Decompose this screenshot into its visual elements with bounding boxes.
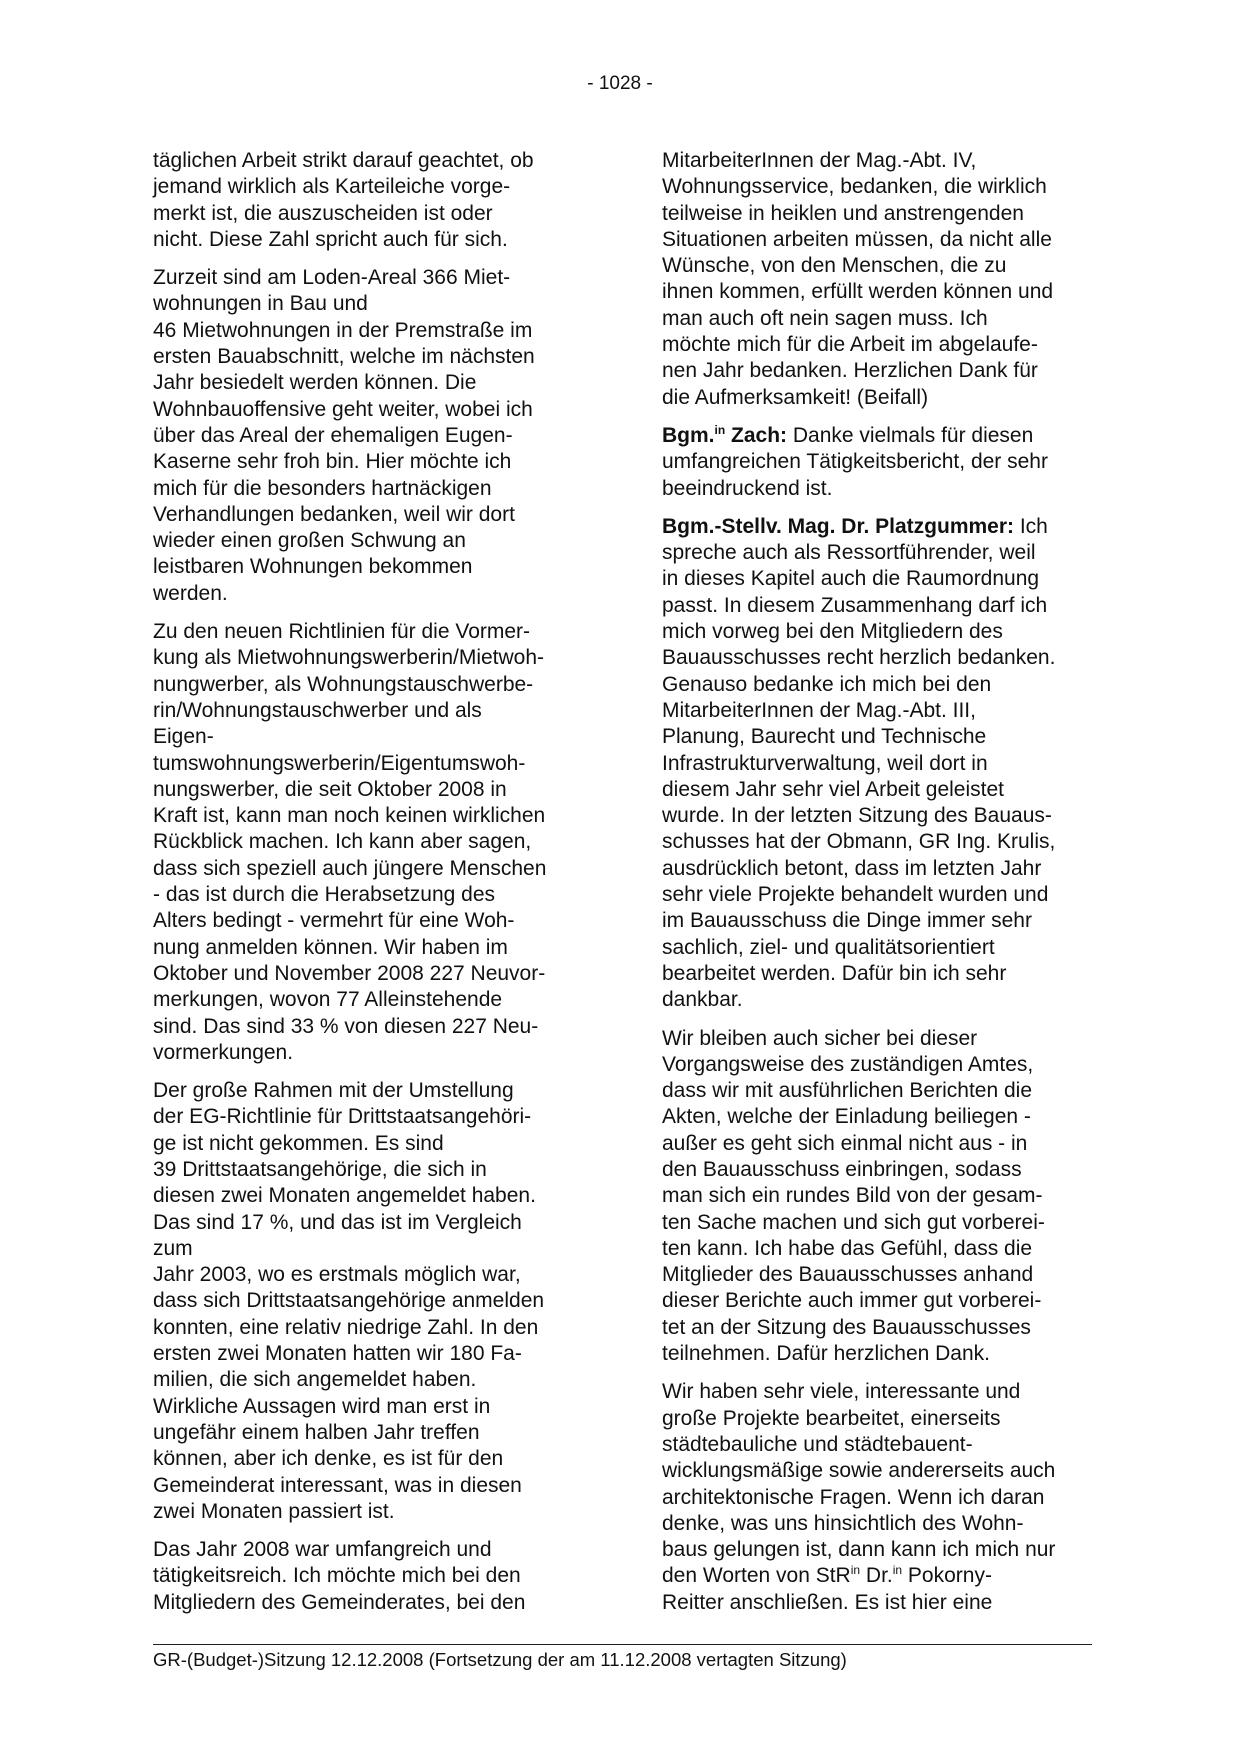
text-line: nicht. Diese Zahl spricht auch für sich. xyxy=(153,227,508,251)
text-line xyxy=(662,423,1102,449)
text-line: ersten Bauabschnitt, welche im nächsten xyxy=(153,345,535,369)
text-line: Das sind 17 %, und das ist im Vergleich xyxy=(153,1210,522,1234)
text-fragment: Dr. xyxy=(860,1564,893,1588)
speaker-name xyxy=(662,424,787,447)
text-line: Zurzeit sind am Loden-Areal 366 Miet- xyxy=(153,266,511,290)
text-line: Kaserne sehr froh bin. Hier möchte ich xyxy=(153,450,512,474)
text-line: milien, die sich angemeldet haben. xyxy=(153,1368,477,1392)
text-line: dieser Berichte auch immer gut vorberei- xyxy=(662,1289,1042,1313)
text-line: Bauausschusses recht herzlich bedanken. xyxy=(662,646,1056,670)
text-line: Wir haben sehr viele, interessante und xyxy=(662,1380,1021,1404)
speech-text: Ich xyxy=(1014,514,1048,538)
text-line: beeindruckend ist. xyxy=(662,476,833,500)
text-line: sachlich, ziel- und qualitätsorientiert xyxy=(662,935,995,959)
text-line: dankbar. xyxy=(662,988,743,1012)
paragraph xyxy=(153,619,593,1066)
text-line: über das Areal der ehemaligen Eugen- xyxy=(153,423,513,447)
text-line: leistbaren Wohnungen bekommen xyxy=(153,555,473,579)
text-line: ten kann. Ich habe das Gefühl, dass die xyxy=(662,1236,1033,1260)
text-line: MitarbeiterInnen der Mag.-Abt. IV, xyxy=(662,149,977,172)
text-line: Wirkliche Aussagen wird man erst in xyxy=(153,1394,491,1418)
text-line: teilweise in heiklen und anstrengenden xyxy=(662,201,1024,225)
text-line: wieder einen großen Schwung an xyxy=(153,529,466,553)
text-line: können, aber ich denke, es ist für den xyxy=(153,1447,504,1471)
text-line: rin/Wohnungstauschwerber und als xyxy=(153,698,482,722)
text-line: passt. In diesem Zusammenhang darf ich xyxy=(662,593,1048,617)
text-line: baus gelungen ist, dann kann ich mich nur xyxy=(662,1538,1056,1562)
text-line: tätigkeitsreich. Ich möchte mich bei den xyxy=(153,1564,521,1588)
text-line: Oktober und November 2008 227 Neuvor- xyxy=(153,961,546,985)
text-line: Wir bleiben auch sicher bei dieser xyxy=(662,1026,978,1050)
text-line: spreche auch als Ressortführender, weil xyxy=(662,541,1036,565)
text-line: Kraft ist, kann man noch keinen wirklichen xyxy=(153,804,546,828)
text-line: Verhandlungen bedanken, weil wir dort xyxy=(153,502,515,526)
text-line: merkt ist, die auszuscheiden ist oder xyxy=(153,201,493,225)
text-line: dass sich speziell auch jüngere Menschen xyxy=(153,856,547,880)
text-line: mich vorweg bei den Mitgliedern des xyxy=(662,620,1003,644)
text-line: wohnungen in Bau und xyxy=(153,292,368,316)
text-line: tumswohnungswerberin/Eigentumswoh- xyxy=(153,751,526,775)
text-line: Situationen arbeiten müssen, da nicht alle xyxy=(662,227,1052,251)
text-line: Reitter anschließen. Es ist hier eine xyxy=(662,1590,993,1614)
speaker-surname: Zach: xyxy=(725,423,788,447)
text-line: schusses hat der Obmann, GR Ing. Krulis, xyxy=(662,830,1056,854)
paragraph xyxy=(153,265,593,607)
text-line: Infrastrukturverwaltung, weil dort in xyxy=(662,751,988,775)
text-line: Wohnbauoffensive geht weiter, wobei ich xyxy=(153,397,533,421)
text-line: Gemeinderat interessant, was in diesen xyxy=(153,1473,522,1497)
footer-divider xyxy=(153,1644,1092,1645)
text-line: nung anmelden können. Wir haben im xyxy=(153,935,508,959)
text-line: Vorgangsweise des zuständigen Amtes, xyxy=(662,1052,1034,1076)
text-line: Das Jahr 2008 war umfangreich und xyxy=(153,1538,492,1562)
text-line: ungefähr einem halben Jahr treffen xyxy=(153,1420,480,1444)
text-line: ihnen kommen, erfüllt werden können und xyxy=(662,280,1054,304)
right-column xyxy=(662,148,1102,1628)
text-line: - das ist durch die Herabsetzung des xyxy=(153,883,496,907)
text-line: werden. xyxy=(153,581,228,605)
speech-text: Danke vielmals für diesen xyxy=(787,423,1034,447)
text-line: MitarbeiterInnen der Mag.-Abt. III, xyxy=(662,698,976,722)
speech-paragraph xyxy=(662,514,1102,1014)
text-line: zum xyxy=(153,1236,193,1260)
text-line: umfangreichen Tätigkeitsbericht, der sehr xyxy=(662,450,1048,474)
text-line: ten Sache machen und sich gut vorberei- xyxy=(662,1210,1045,1234)
text-line: Mitgliedern des Gemeinderates, bei den xyxy=(153,1590,526,1614)
text-line: möchte mich für die Arbeit im abgelaufe- xyxy=(662,333,1038,357)
text-line: ge ist nicht gekommen. Es sind xyxy=(153,1131,444,1155)
text-line: 39 Drittstaatsangehörige, die sich in xyxy=(153,1157,487,1181)
text-line: nungwerber, als Wohnungstauschwerbe- xyxy=(153,672,534,696)
speech-paragraph xyxy=(662,423,1102,502)
text-line: dass sich Drittstaatsangehörige anmelden xyxy=(153,1289,545,1313)
superscript: in xyxy=(892,1563,903,1578)
text-line: jemand wirklich als Karteileiche vorge- xyxy=(153,175,511,199)
text-line: Rückblick machen. Ich kann aber sagen, xyxy=(153,830,532,854)
text-line: diesen zwei Monaten angemeldet haben. xyxy=(153,1184,536,1208)
text-line: die Aufmerksamkeit! (Beifall) xyxy=(662,385,929,409)
text-line: Eigen- xyxy=(153,725,214,749)
text-line: denke, was uns hinsichtlich des Wohn- xyxy=(662,1511,1024,1535)
text-line: der EG-Richtlinie für Drittstaatsangehöri- xyxy=(153,1105,532,1129)
text-line: große Projekte bearbeitet, einerseits xyxy=(662,1406,1001,1430)
text-line: Zu den neuen Richtlinien für die Vormer- xyxy=(153,620,531,644)
text-line xyxy=(662,514,1102,540)
text-line: Planung, Baurecht und Technische xyxy=(662,725,987,749)
text-line: täglichen Arbeit strikt darauf geachtet, ob xyxy=(153,149,534,172)
paragraph xyxy=(153,148,593,253)
text-line: kung als Mietwohnungswerberin/Mietwoh- xyxy=(153,646,545,670)
text-line: konnten, eine relativ niedrige Zahl. In den xyxy=(153,1315,539,1339)
text-line: außer es geht sich einmal nicht aus - in xyxy=(662,1131,1028,1155)
text-line: Genauso bedanke ich mich bei den xyxy=(662,672,992,696)
text-line: städtebauliche und städtebauent- xyxy=(662,1432,973,1456)
page-footer: GR-(Budget-)Sitzung 12.12.2008 (Fortsetzung der am 11.12.2008 vertagten Sitzung) xyxy=(153,1649,847,1670)
paragraph xyxy=(662,148,1102,411)
text-line: bearbeitet werden. Dafür bin ich sehr xyxy=(662,961,1007,985)
text-line: merkungen, wovon 77 Alleinstehende xyxy=(153,988,503,1012)
text-line: ersten zwei Monaten hatten wir 180 Fa- xyxy=(153,1342,522,1366)
speaker-superscript: in xyxy=(714,422,726,437)
text-fragment: Pokorny- xyxy=(902,1564,992,1588)
paragraph xyxy=(153,1078,593,1525)
superscript: in xyxy=(850,1563,861,1578)
text-line: Alters bedingt - vermehrt für eine Woh- xyxy=(153,909,515,933)
text-fragment: den Worten von StR xyxy=(662,1564,851,1588)
text-line: sehr viele Projekte behandelt wurden und xyxy=(662,883,1049,907)
text-line: im Bauausschuss die Dinge immer sehr xyxy=(662,909,1032,933)
text-line: nungswerber, die seit Oktober 2008 in xyxy=(153,777,507,801)
text-line: Wünsche, von den Menschen, die zu xyxy=(662,254,1007,278)
text-line: architektonische Fragen. Wenn ich daran xyxy=(662,1485,1045,1509)
text-line: Mitglieder des Bauausschusses anhand xyxy=(662,1263,1034,1287)
text-line: man sich ein rundes Bild von der gesam- xyxy=(662,1184,1043,1208)
page-number: - 1028 - xyxy=(587,73,653,94)
text-line: Wohnungsservice, bedanken, die wirklich xyxy=(662,175,1047,199)
text-line: diesem Jahr sehr viel Arbeit geleistet xyxy=(662,777,1004,801)
left-column xyxy=(153,148,593,1628)
text-line: Akten, welche der Einladung beiliegen - xyxy=(662,1105,1031,1129)
text-line: nen Jahr bedanken. Herzlichen Dank für xyxy=(662,359,1038,383)
text-line: 46 Mietwohnungen in der Premstraße im xyxy=(153,318,533,342)
text-line: wurde. In der letzten Sitzung des Bauaus- xyxy=(662,804,1052,828)
paragraph xyxy=(662,1026,1102,1368)
paragraph xyxy=(153,1537,593,1616)
paragraph xyxy=(662,1379,1102,1616)
speaker-title: Bgm. xyxy=(662,423,715,447)
text-line: wicklungsmäßige sowie andererseits auch xyxy=(662,1459,1056,1483)
text-line: sind. Das sind 33 % von diesen 227 Neu- xyxy=(153,1014,539,1038)
text-line: mich für die besonders hartnäckigen xyxy=(153,476,492,500)
text-line xyxy=(662,1563,1102,1589)
text-line: in dieses Kapitel auch die Raumordnung xyxy=(662,567,1040,591)
text-line: Jahr 2003, wo es erstmals möglich war, xyxy=(153,1263,521,1287)
text-line: man auch oft nein sagen muss. Ich xyxy=(662,306,988,330)
text-line: tet an der Sitzung des Bauausschusses xyxy=(662,1315,1031,1339)
text-line: den Bauausschuss einbringen, sodass xyxy=(662,1157,1022,1181)
text-line: Der große Rahmen mit der Umstellung xyxy=(153,1079,514,1103)
text-line: zwei Monaten passiert ist. xyxy=(153,1499,395,1523)
speaker-name: Bgm.-Stellv. Mag. Dr. Platzgummer: xyxy=(662,514,1015,538)
text-line: ausdrücklich betont, dass im letzten Jahr xyxy=(662,856,1042,880)
text-line: Jahr besiedelt werden können. Die xyxy=(153,371,477,395)
text-line: dass wir mit ausführlichen Berichten die xyxy=(662,1079,1033,1103)
text-line: vormerkungen. xyxy=(153,1040,294,1064)
text-line: teilnehmen. Dafür herzlichen Dank. xyxy=(662,1342,991,1366)
